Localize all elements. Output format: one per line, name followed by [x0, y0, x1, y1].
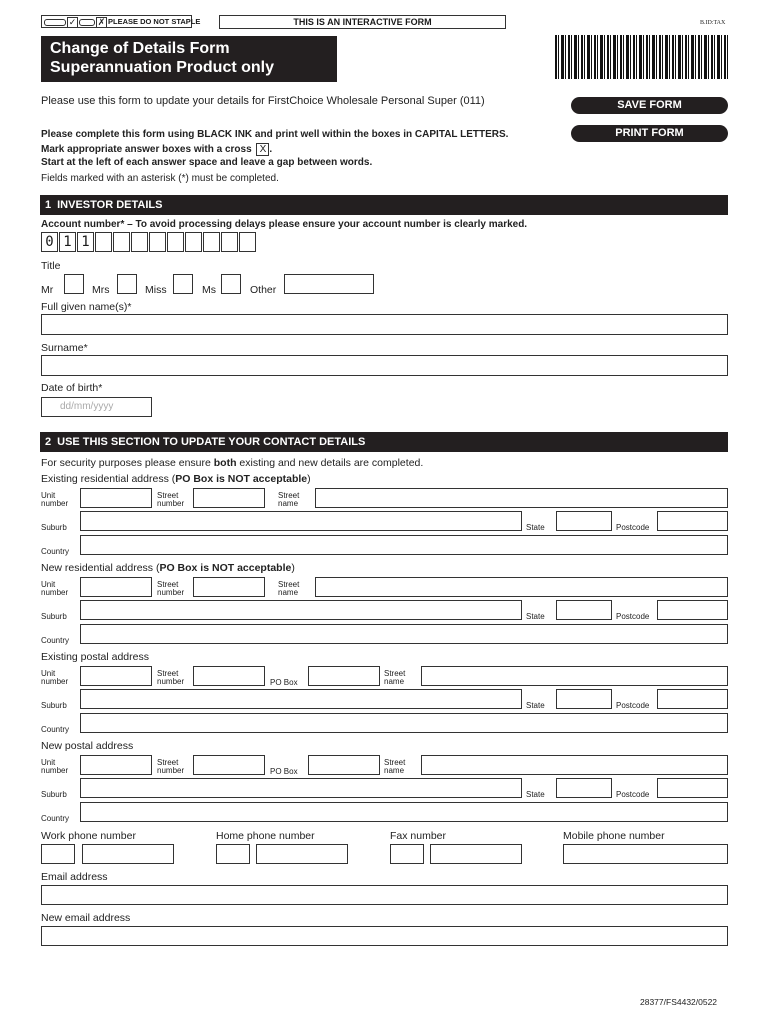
instruction-line-1: Please complete this form using BLACK INK and print well within the boxes in CAPITAL LETTERS. [41, 129, 509, 140]
country-label: Country [41, 636, 70, 645]
section-2-header [40, 432, 728, 452]
suburb-label: Suburb [41, 701, 67, 710]
account-digit[interactable] [167, 232, 184, 252]
staple-icon [44, 19, 66, 26]
form-title [41, 36, 337, 82]
title-ms-label: Ms [202, 284, 216, 296]
new-res-suburb-input[interactable] [80, 600, 522, 620]
existing-postal-unit-input[interactable] [80, 666, 152, 686]
no-staple-notice [41, 15, 201, 28]
existing-residential-label [41, 473, 311, 485]
street-name-l2: name [278, 499, 299, 508]
dob-placeholder: dd/mm/yyyy [60, 401, 114, 412]
unit-label-l1: Unit [41, 580, 56, 589]
account-number-label: Account number* – To avoid processing delays please ensure your account number is clearly marked. [41, 219, 528, 230]
account-digit[interactable] [113, 232, 130, 252]
unit-label-l1: Unit [41, 491, 56, 500]
new-residential-label [41, 562, 295, 574]
given-names-label: Full given name(s)* [41, 301, 132, 313]
street-name-label [384, 670, 405, 686]
section-1-number: 1 [45, 199, 52, 211]
title-mr-checkbox[interactable] [64, 274, 84, 294]
email-input[interactable] [41, 885, 728, 905]
existing-res-street-name-input[interactable] [315, 488, 728, 508]
form-code: B.ID:TAX [700, 20, 726, 26]
street-name-l2: name [384, 677, 405, 686]
new-email-input[interactable] [41, 926, 728, 946]
new-res-postcode-input[interactable] [657, 600, 728, 620]
section-1-title: INVESTOR DETAILS [57, 199, 163, 211]
home-phone-label: Home phone number [216, 830, 315, 842]
mobile-phone-input[interactable] [563, 844, 728, 864]
existing-res-text: Existing residential address ( [41, 473, 176, 485]
title-mrs-checkbox[interactable] [117, 274, 137, 294]
existing-postal-state-input[interactable] [556, 689, 612, 709]
account-digit[interactable]: 1 [59, 232, 76, 252]
state-label: State [526, 790, 545, 799]
existing-res-country-input[interactable] [80, 535, 728, 555]
street-name-l1: Street [384, 669, 406, 678]
street-number-label [157, 670, 184, 686]
existing-postal-po-box-input[interactable] [308, 666, 380, 686]
street-name-label [278, 492, 299, 508]
interactive-form-banner: THIS IS AN INTERACTIVE FORM [219, 15, 506, 29]
work-phone-label: Work phone number [41, 830, 136, 842]
new-res-street-number-input[interactable] [193, 577, 265, 597]
account-digit[interactable] [95, 232, 112, 252]
new-postal-country-input[interactable] [80, 802, 728, 822]
existing-res-postcode-input[interactable] [657, 511, 728, 531]
existing-postal-suburb-input[interactable] [80, 689, 522, 709]
existing-postal-street-name-input[interactable] [421, 666, 728, 686]
title-mr-label: Mr [41, 284, 54, 296]
footer-code: 28377/FS4432/0522 [640, 997, 718, 1007]
new-postal-postcode-input[interactable] [657, 778, 728, 798]
account-digit[interactable]: 1 [77, 232, 94, 252]
suburb-label: Suburb [41, 612, 67, 621]
new-postal-po-box-input[interactable] [308, 755, 380, 775]
po-box-label: PO Box [270, 767, 298, 776]
new-postal-state-input[interactable] [556, 778, 612, 798]
title-other-label: Other [250, 284, 277, 296]
new-postal-suburb-input[interactable] [80, 778, 522, 798]
suburb-label: Suburb [41, 523, 67, 532]
barcode [555, 35, 730, 79]
check-icon: ✓ [68, 17, 77, 27]
account-digit[interactable] [149, 232, 166, 252]
new-res-street-name-input[interactable] [315, 577, 728, 597]
country-label: Country [41, 725, 70, 734]
street-number-l2: number [157, 766, 185, 775]
street-name-l2: name [278, 588, 299, 597]
unit-label-l2: number [41, 499, 69, 508]
security-note [41, 457, 423, 469]
country-label: Country [41, 814, 70, 823]
title-miss-label: Miss [145, 284, 167, 296]
street-name-l2: name [384, 766, 405, 775]
postcode-label: Postcode [616, 612, 650, 621]
title-miss-checkbox[interactable] [173, 274, 193, 294]
fax-area-input[interactable] [390, 844, 424, 864]
instruction-line-2-text: Mark appropriate answer boxes with a cross [41, 144, 252, 155]
street-number-l2: number [157, 499, 185, 508]
new-email-label: New email address [41, 912, 131, 924]
street-name-label [384, 759, 405, 775]
existing-res-street-number-input[interactable] [193, 488, 265, 508]
title-mrs-label: Mrs [92, 284, 110, 296]
new-res-country-input[interactable] [80, 624, 728, 644]
country-label: Country [41, 547, 70, 556]
unit-label-l1: Unit [41, 669, 56, 678]
existing-res-suburb-input[interactable] [80, 511, 522, 531]
title-other-input[interactable] [284, 274, 374, 294]
given-names-input[interactable] [41, 314, 728, 335]
street-number-label [157, 759, 184, 775]
account-digit[interactable] [239, 232, 256, 252]
paperclip-icon [79, 19, 95, 26]
existing-res-bold: PO Box is NOT acceptable [175, 473, 308, 485]
suburb-label: Suburb [41, 790, 67, 799]
fax-label: Fax number [390, 830, 447, 842]
street-name-l1: Street [384, 758, 406, 767]
street-name-l1: Street [278, 580, 300, 589]
section-2-title: USE THIS SECTION TO UPDATE YOUR CONTACT DETAILS [57, 436, 366, 448]
existing-postal-country-input[interactable] [80, 713, 728, 733]
print-form-button[interactable]: PRINT FORM [571, 125, 728, 142]
security-note-bold: both [213, 457, 237, 469]
mobile-phone-label: Mobile phone number [563, 830, 665, 842]
street-number-label [157, 492, 184, 508]
surname-label: Surname* [41, 342, 88, 354]
existing-postal-label: Existing postal address [41, 651, 149, 663]
title-line-2: Superannuation Product only [50, 59, 275, 76]
work-phone-number-input[interactable] [82, 844, 174, 864]
instruction-line-2-end: . [269, 144, 273, 155]
unit-label-l1: Unit [41, 758, 56, 767]
new-res-unit-input[interactable] [80, 577, 152, 597]
new-postal-unit-input[interactable] [80, 755, 152, 775]
new-res-state-input[interactable] [556, 600, 612, 620]
unit-label-l2: number [41, 677, 69, 686]
home-phone-area-input[interactable] [216, 844, 250, 864]
title-label: Title [41, 260, 61, 272]
new-res-end: ) [291, 562, 295, 574]
po-box-label: PO Box [270, 678, 298, 687]
dob-input[interactable] [41, 397, 152, 417]
cross-icon: ✗ [97, 17, 106, 27]
account-digit[interactable] [221, 232, 238, 252]
state-label: State [526, 523, 545, 532]
email-label: Email address [41, 871, 108, 883]
existing-postal-street-number-input[interactable] [193, 666, 265, 686]
no-staple-text: PLEASE DO NOT STAPLE [108, 17, 201, 26]
instruction-line-4: Fields marked with an asterisk (*) must be completed. [41, 173, 279, 184]
state-label: State [526, 701, 545, 710]
save-form-button[interactable]: SAVE FORM [571, 97, 728, 114]
account-digit[interactable] [203, 232, 220, 252]
street-name-label [278, 581, 299, 597]
new-postal-label: New postal address [41, 740, 134, 752]
unit-label [41, 759, 68, 775]
street-number-l1: Street [157, 758, 179, 767]
unit-label [41, 670, 68, 686]
new-postal-street-name-input[interactable] [421, 755, 728, 775]
home-phone-number-input[interactable] [256, 844, 348, 864]
unit-label-l2: number [41, 588, 69, 597]
street-number-l1: Street [157, 491, 179, 500]
existing-postal-postcode-input[interactable] [657, 689, 728, 709]
street-name-l1: Street [278, 491, 300, 500]
instruction-line-2 [41, 143, 272, 156]
title-line-1: Change of Details Form [50, 40, 230, 57]
street-number-label [157, 581, 184, 597]
account-digit[interactable] [131, 232, 148, 252]
dob-label: Date of birth* [41, 382, 103, 394]
existing-res-unit-input[interactable] [80, 488, 152, 508]
unit-label-l2: number [41, 766, 69, 775]
instruction-line-3: Start at the left of each answer space and leave a gap between words. [41, 157, 373, 168]
cross-sample-box: X [256, 143, 269, 156]
account-digit[interactable]: 0 [41, 232, 58, 252]
account-digit[interactable] [185, 232, 202, 252]
title-ms-checkbox[interactable] [221, 274, 241, 294]
section-2-number: 2 [45, 436, 52, 448]
street-number-l1: Street [157, 580, 179, 589]
security-note-post: existing and new details are completed. [236, 457, 424, 469]
new-res-text: New residential address ( [41, 562, 160, 574]
section-1-header [40, 195, 728, 215]
existing-res-end: ) [307, 473, 311, 485]
postcode-label: Postcode [616, 701, 650, 710]
street-number-l1: Street [157, 669, 179, 678]
fax-number-input[interactable] [430, 844, 522, 864]
postcode-label: Postcode [616, 523, 650, 532]
intro-text: Please use this form to update your details for FirstChoice Wholesale Personal Super (011) [41, 95, 485, 107]
state-label: State [526, 612, 545, 621]
street-number-l2: number [157, 677, 185, 686]
unit-label [41, 492, 68, 508]
street-number-l2: number [157, 588, 185, 597]
unit-label [41, 581, 68, 597]
new-postal-street-number-input[interactable] [193, 755, 265, 775]
work-phone-area-input[interactable] [41, 844, 75, 864]
security-note-pre: For security purposes please ensure [41, 457, 214, 469]
existing-res-state-input[interactable] [556, 511, 612, 531]
new-res-bold: PO Box is NOT acceptable [159, 562, 292, 574]
postcode-label: Postcode [616, 790, 650, 799]
surname-input[interactable] [41, 355, 728, 376]
